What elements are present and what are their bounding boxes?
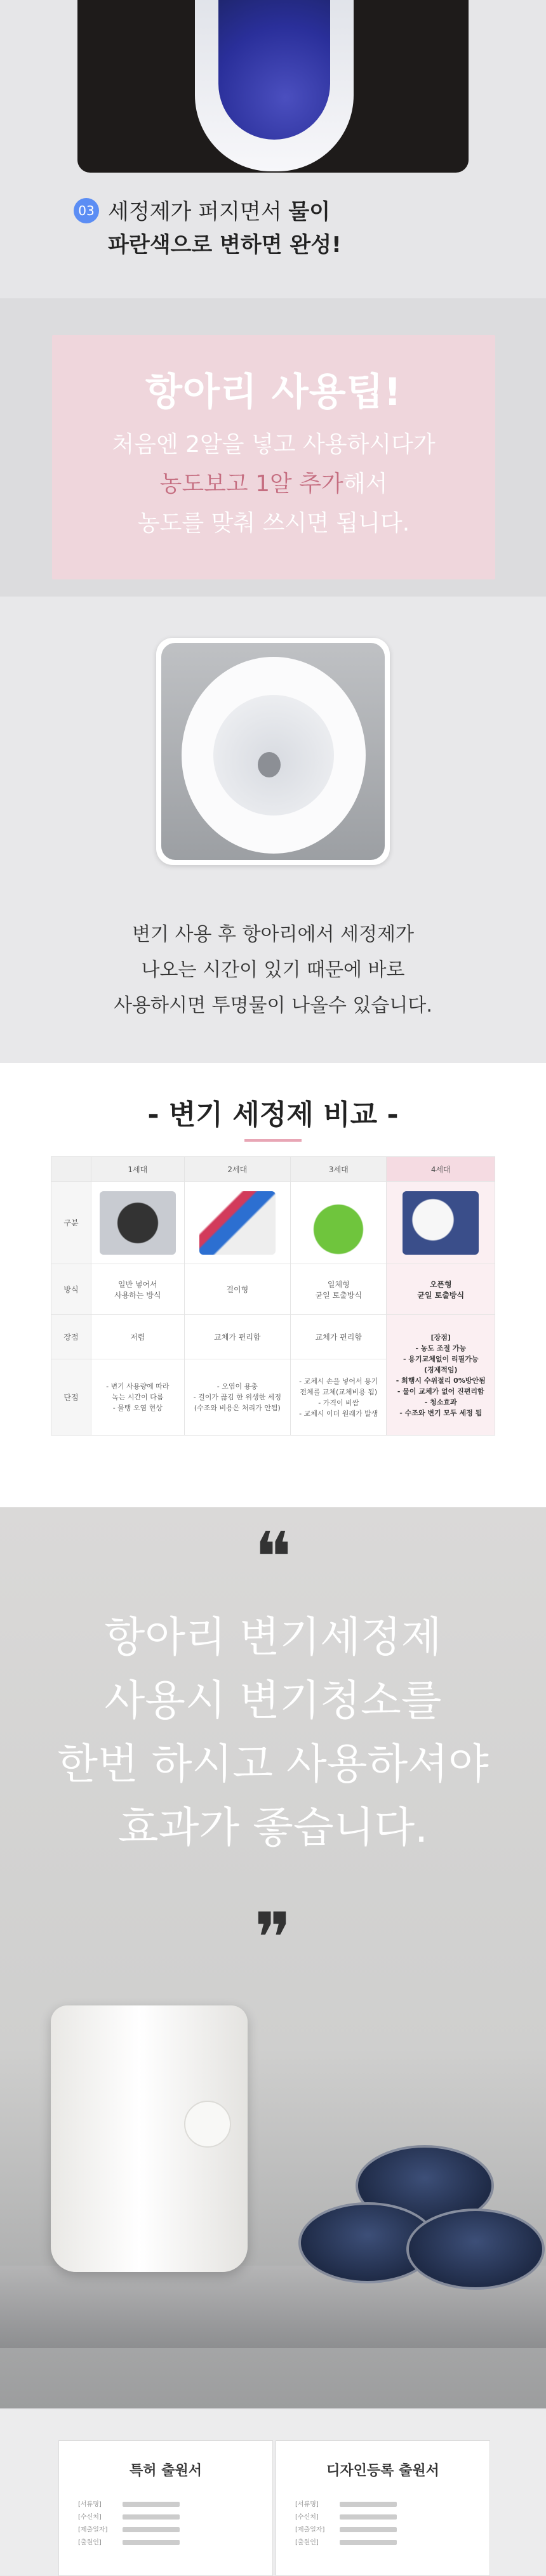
jar-knob [184, 2101, 231, 2148]
quote-line-3: 한번 하시고 사용하셔야 [57, 1740, 489, 1788]
patent-title: 특허 출원서 [130, 2463, 202, 2479]
step-line2-b: 완성! [282, 232, 342, 258]
gen1-image-cell [91, 1182, 185, 1264]
gen4-method: 오픈형 균일 토출방식 [387, 1264, 495, 1315]
redacted-text [123, 2514, 180, 2520]
gen3-method: 일체형 균일 토출방식 [291, 1264, 387, 1315]
gen2-method: 걸이형 [184, 1264, 290, 1315]
gen4-pros-line: - 수조와 변기 모두 세정 됨 [399, 1408, 483, 1417]
desc-line-1: 변기 사용 후 항아리에서 세정제가 [132, 923, 414, 946]
header-gen2: 2세대 [184, 1157, 290, 1182]
redacted-text [123, 2540, 180, 2545]
gen4-image-cell [387, 1182, 495, 1264]
comparison-title: - 변기 세정제 비교 - [147, 1099, 399, 1131]
gen2-cons-line: (수조와 비용은 처리가 안됨) [194, 1404, 281, 1412]
ceramic-jar-image [51, 2005, 248, 2272]
quote-line-2: 사용시 변기청소를 [104, 1676, 442, 1725]
gen3-cons [291, 1359, 387, 1436]
gen4-pros [387, 1315, 495, 1436]
gen1-product-image [100, 1191, 176, 1255]
doc-field-label: [제출일자] [78, 2526, 108, 2533]
step-section [0, 0, 546, 298]
bowl-drain [258, 752, 281, 777]
row-label-pros: 장점 [51, 1315, 91, 1359]
gen3-cons-line: - 교체시 이더 원래가 발생 [299, 1409, 378, 1418]
design-title: 디자인등록 출원서 [326, 2463, 439, 2479]
gen4-pros-line: - 농도 조절 가능 [415, 1344, 467, 1352]
header-empty [51, 1157, 91, 1182]
redacted-text [340, 2527, 397, 2532]
quote-line-1: 항아리 변기세정제 [104, 1613, 442, 1661]
tip-line-2 [52, 465, 495, 504]
toilet-tank-photo [77, 0, 469, 173]
gen4-pros-line: - 희행시 수위절리 0%방안됨 [396, 1376, 486, 1385]
design-registration-document [276, 2440, 490, 2576]
header-gen4: 4세대 [387, 1157, 495, 1182]
gen2-cons-line: - 오염이 용충 [216, 1382, 258, 1390]
tip-line-3: 농도를 맞춰 쓰시면 됩니다. [137, 510, 410, 536]
gen2-cons [184, 1359, 290, 1436]
doc-field-label: [서류명] [78, 2501, 102, 2508]
gen2-product-image [199, 1191, 276, 1255]
gen1-method: 일반 넣어서 사용하는 방식 [91, 1264, 185, 1315]
gen4-pros-line: [장점] [430, 1333, 451, 1342]
redacted-text [340, 2514, 397, 2520]
gen4-pros-line: - 청소효과 [424, 1397, 457, 1406]
gen3-cons-line: 전체를 교체(교체비용 됨) [300, 1387, 378, 1396]
blue-water [218, 0, 330, 140]
tip-highlight: 농도보고 1알 추가 [159, 471, 343, 497]
quote-line-4: 효과가 좋습니다. [117, 1803, 429, 1852]
step-number-badge: 03 [74, 198, 99, 223]
desc-line-3: 사용하시면 투명물이 나올수 있습니다. [114, 994, 432, 1017]
redacted-text [340, 2540, 397, 2545]
gen2-cons-line: - 걸이가 끊김 한 위생한 세정 [193, 1393, 282, 1401]
comparison-table [51, 1156, 495, 1436]
gen1-cons-line: - 변기 사용량에 따라 [106, 1382, 170, 1390]
step-line1-b: 물이 [288, 199, 331, 225]
step-line2-a: 파란색으로 변하면 [108, 232, 283, 258]
tip-line-2-rest: 해서 [343, 471, 388, 497]
gen3-product-image [300, 1191, 376, 1255]
header-gen1: 1세대 [91, 1157, 185, 1182]
redacted-text [123, 2502, 180, 2507]
tip-box [52, 335, 495, 579]
design-lines [295, 2499, 489, 2549]
usage-description [0, 917, 546, 1024]
header-gen3: 3세대 [291, 1157, 387, 1182]
open-quote-icon: ❝ [254, 1517, 292, 1598]
doc-field-label: [수신처] [78, 2514, 102, 2521]
redacted-text [123, 2527, 180, 2532]
gen4-pros-line: - 용기교체없이 리필가능 [403, 1354, 479, 1363]
doc-field-label: [제출일자] [295, 2526, 325, 2533]
tip-line-1: 처음엔 2알을 넣고 사용하시다가 [112, 432, 436, 458]
gen4-pros-line: - 물이 교체가 없어 진편리함 [397, 1387, 484, 1396]
redacted-text [340, 2502, 397, 2507]
patent-lines [78, 2499, 272, 2549]
gen1-pros: 저렴 [91, 1315, 185, 1359]
close-quote-icon: ❞ [254, 1898, 292, 1979]
tip-title: 항아리 사용팁! [145, 370, 402, 414]
gen3-cons-line: - 가격이 비쌈 [318, 1398, 359, 1407]
doc-field-label: [출원인] [295, 2539, 319, 2546]
desc-line-2: 나오는 시간이 있기 때문에 바로 [141, 959, 405, 981]
quote-text [0, 1606, 546, 1859]
step-text [108, 195, 342, 261]
toilet-bowl-photo [156, 638, 390, 865]
row-label-cons: 단점 [51, 1359, 91, 1436]
gen4-pros-line: (경제적임) [423, 1365, 458, 1374]
gen1-cons-line: 녹는 시간이 다름 [112, 1393, 164, 1401]
gen1-cons-line: - 물탱 오염 현상 [112, 1404, 163, 1412]
gen1-cons [91, 1359, 185, 1436]
title-underline [244, 1139, 302, 1142]
step-line1-a: 세정제가 퍼지면서 [108, 199, 289, 225]
doc-field-label: [서류명] [295, 2501, 319, 2508]
cleaner-tablet-image [406, 2209, 545, 2290]
doc-field-label: [수신처] [295, 2514, 319, 2521]
gen3-image-cell [291, 1182, 387, 1264]
gen4-product-image [403, 1191, 479, 1255]
row-label-method: 방식 [51, 1264, 91, 1315]
gen3-cons-line: - 교체시 손을 넣어서 용기 [299, 1377, 378, 1385]
doc-field-label: [출원인] [78, 2539, 102, 2546]
patent-document [58, 2440, 273, 2576]
gen3-pros: 교체가 편리함 [291, 1315, 387, 1359]
step-caption [74, 195, 342, 261]
gen2-image-cell [184, 1182, 290, 1264]
gen2-pros: 교체가 편리함 [184, 1315, 290, 1359]
row-label-type: 구분 [51, 1182, 91, 1264]
